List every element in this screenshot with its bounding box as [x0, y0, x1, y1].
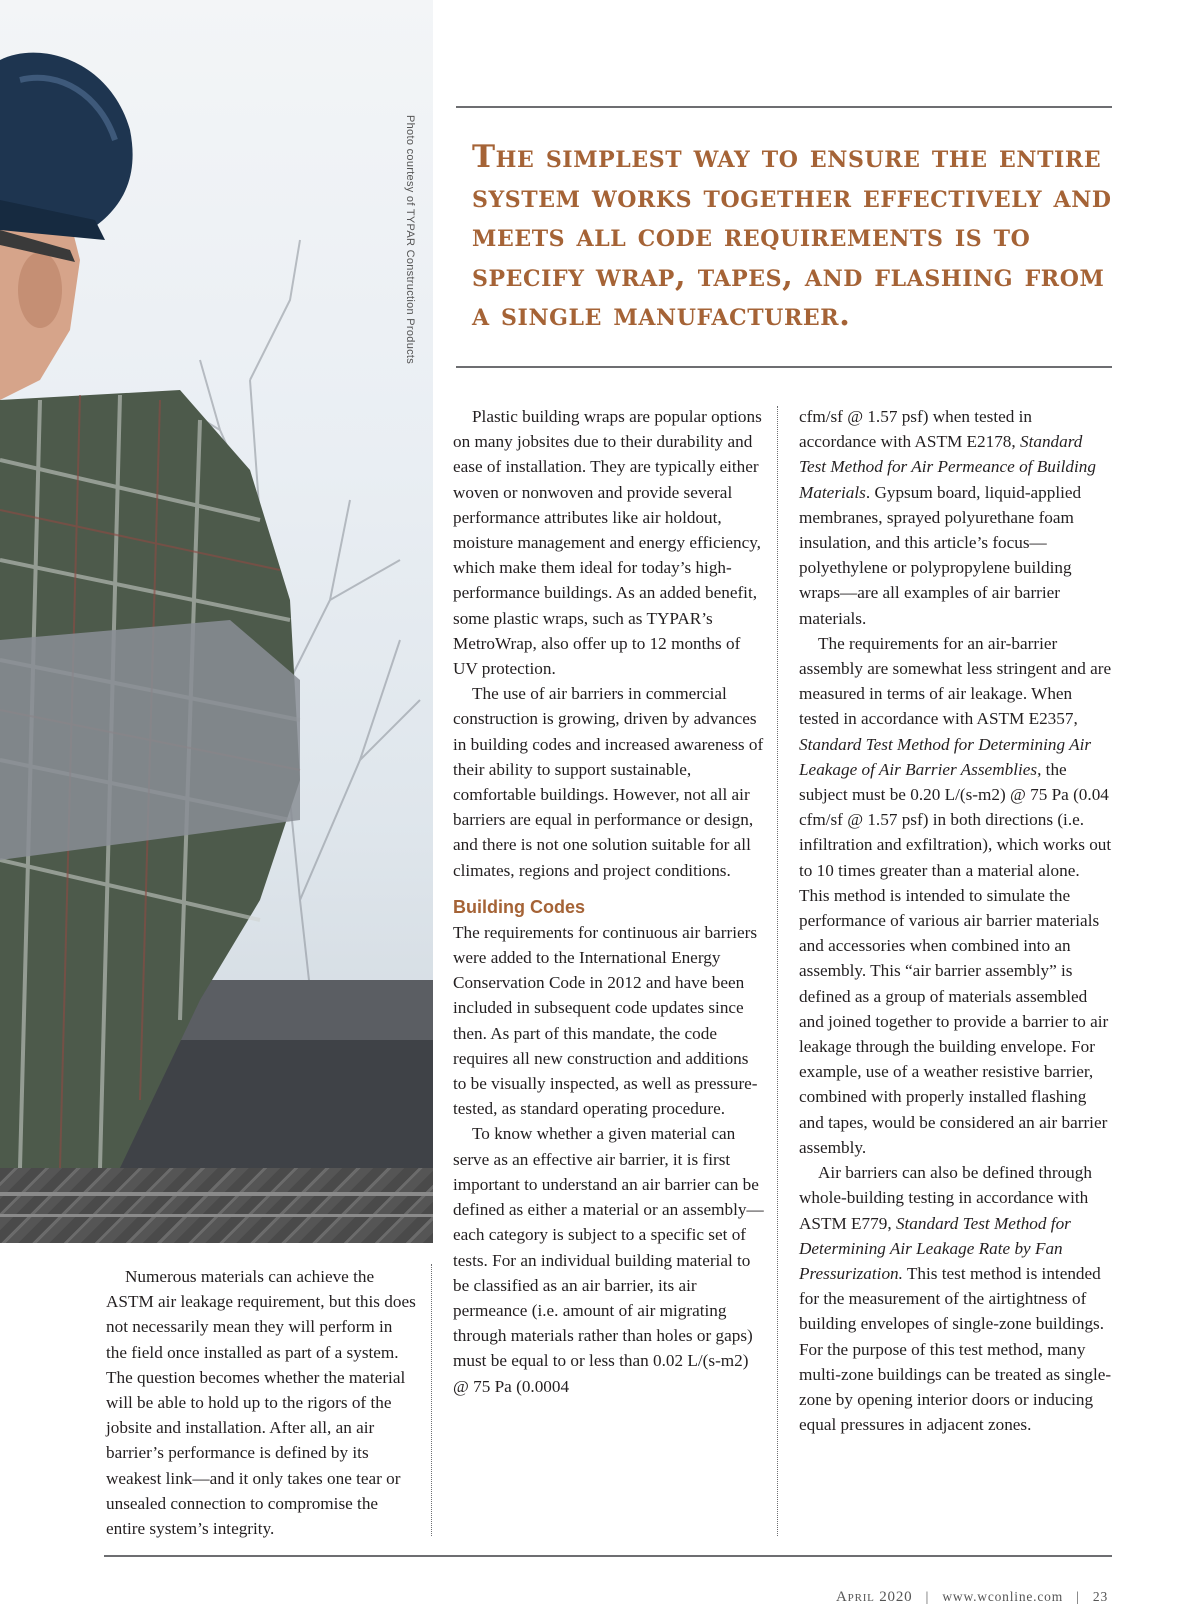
paragraph-text: This test method is intended for the measurement of the airtightness of building envelopes of single-zone buildings. For the purpose of this test method, many multi-zone buildings can be treated as single-zone by opening interior doors or inducing equal pressures in adjacent zones. [799, 1263, 1112, 1435]
website-link[interactable]: www.wconline.com [942, 1589, 1063, 1604]
italic-title: Standard Test Method for Air Permeance of Building Materials [799, 432, 1096, 502]
paragraph: The use of air barriers in commercial construction is growing, driven by advances in building codes and increased awareness of their ability to support sustainable, comfortable buildings. However, not all air barriers are equal in performance or design, and there is not one solution suitable for all climates, regions and project conditions. [453, 684, 764, 880]
article-column-left [106, 1264, 417, 1541]
pull-quote-top-rule [456, 106, 1112, 108]
paragraph [799, 631, 1112, 1160]
italic-title: Standard Test Method for Determining Air Leakage of Air Barrier Assemblies [799, 734, 1092, 779]
paragraph [799, 404, 1112, 631]
paragraph: To know whether a given material can serve as an effective air barrier, it is first important to understand an air barrier can be defined as either a material or an assembly—each category is subject to a specific set of tests. For an individual building material to be classified as an air barrier, its air permeance (i.e. amount of air migrating through materials rather than holes or gaps) must be equal to or less than 0.02 L/(s-m2) @ 75 Pa (0.0004 [453, 1124, 764, 1396]
column-divider [431, 1264, 432, 1536]
paragraph [799, 1160, 1112, 1437]
paragraph-text: The requirements for an air-barrier assembly are somewhat less stringent and are measured in terms of air leakage. When tested in accordance with ASTM E2357, [799, 633, 1112, 729]
photo-credit: Photo courtesy of TYPAR Construction Products [404, 115, 416, 365]
paragraph-text: . Gypsum board, liquid-applied membranes, sprayed polyurethane foam insulation, and this article’s focus—polyethylene or polypropylene building wraps—are all examples of air barrier materials. [799, 482, 1082, 628]
worker-photo-illustration [0, 0, 433, 1168]
article-column-right [799, 404, 1112, 1437]
pull-quote: The simplest way to ensure the entire system works together effectively and meets all code requirements is to specify wrap, tapes, and flashing from a single manufacturer. [472, 139, 1112, 333]
column-divider [777, 406, 778, 1536]
paragraph: Plastic building wraps are popular options on many jobsites due to their durability and ease of installation. They are typically either woven or nonwoven and provide several performance attributes like air holdout, moisture management and energy efficiency, which make them ideal for today’s high-performance buildings. As an added benefit, some plastic wraps, such as TYPAR’s MetroWrap, also offer up to 12 months of UV protection. [453, 407, 762, 679]
page-footer [836, 1589, 1108, 1606]
article-column-middle [453, 404, 765, 1399]
footer-rule [104, 1555, 1112, 1557]
paragraph: The requirements for continuous air barriers were added to the International Energy Conservation Code in 2012 and have been included in subsequent code updates since then. As part of this mandate, the code requires all new construction and additions to be visually inspected, as well as pressure-tested, as standard operating procedure. [453, 922, 758, 1119]
italic-title: Standard Test Method for Determining Air Leakage Rate by Fan Pressurization. [799, 1213, 1071, 1283]
pull-quote-bottom-rule [456, 366, 1112, 368]
paragraph: Numerous materials can achieve the ASTM air leakage requirement, but this does not necessarily mean they will perform in the field once installed as part of a system. The question becomes whether the material will be able to hold up to the rigors of the jobsite and installation. After all, an air barrier’s performance is defined by its weakest link—and it only takes one tear or unsealed connection to compromise the entire system’s integrity. [106, 1267, 416, 1539]
section-heading: Building Codes [453, 896, 585, 917]
paragraph-text: , the subject must be 0.20 L/(s-m2) @ 75 Pa (0.04 cfm/sf @ 1.57 psf) in both directions (i.e. infiltration and exfiltration), which works out to 10 times greater than a material alone. This method is intended to simulate the performance of various air barrier materials and accessories when combined into an assembly. This “air barrier assembly” is defined as a group of materials assembled and joined together to provide a barrier to air leakage through the building envelope. For example, use of a weather resistive barrier, combined with properly installed flashing and tapes, would be considered an air barrier assembly. [799, 759, 1112, 1157]
paragraph-text: Air barriers can also be defined through whole-building testing in accordance with ASTM E779, [799, 1163, 1092, 1233]
worker-photo [0, 0, 433, 1168]
decorative-stripe-band [0, 1168, 433, 1243]
paragraph-text: cfm/sf @ 1.57 psf) when tested in accordance with ASTM E2178, [799, 407, 1033, 452]
issue-date: April 2020 [836, 1589, 913, 1605]
footer-separator: | [1076, 1589, 1080, 1604]
page-number: 23 [1092, 1589, 1108, 1604]
footer-separator: | [925, 1589, 930, 1604]
